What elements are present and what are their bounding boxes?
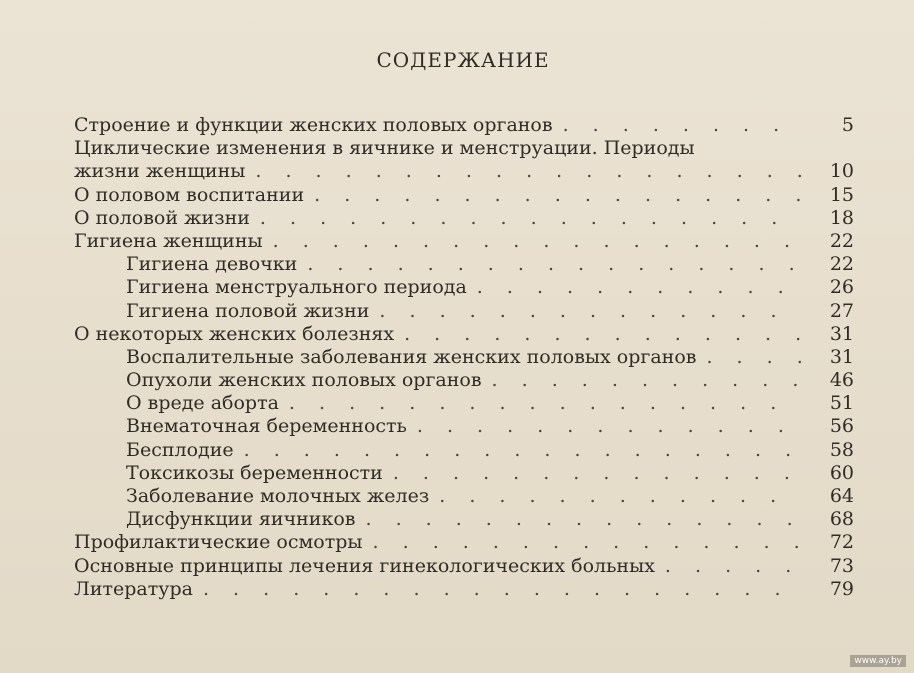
toc-entry — [74, 160, 854, 183]
toc-entry — [74, 462, 854, 485]
toc-entry-title: О некоторых женских болезнях — [74, 322, 395, 345]
toc-entry-page-number: 22 — [829, 253, 854, 276]
toc-entry — [74, 439, 854, 462]
toc-entry — [74, 508, 854, 531]
page-title: СОДЕРЖАНИЕ — [376, 48, 550, 72]
toc-entry — [74, 323, 854, 346]
toc-entry — [74, 485, 854, 508]
toc-entry-page-number: 18 — [829, 206, 854, 229]
dot-leader — [379, 300, 802, 323]
dot-leader — [365, 508, 802, 531]
dot-leader — [289, 392, 802, 415]
toc-entry-title: Строение и функции женских половых органов — [74, 114, 553, 136]
toc-entry-page-number: 72 — [829, 531, 854, 554]
dot-leader — [665, 555, 802, 578]
toc-entry-page-number: 60 — [829, 461, 854, 484]
dot-leader — [563, 114, 802, 137]
dot-leader — [307, 253, 802, 276]
toc-entry-title: Бесплодие — [126, 438, 234, 461]
toc-entry-page-number: 51 — [829, 392, 854, 415]
dot-leader — [244, 439, 802, 462]
toc-entry — [74, 207, 854, 230]
toc-entry-page-number: 79 — [829, 577, 854, 600]
toc-entry-title: Гигиена менструального периода — [126, 276, 467, 299]
toc-entry-title: Токсикозы беременности — [126, 461, 383, 484]
toc-entry-page-number: 27 — [829, 299, 854, 322]
toc-entry-page-number: 58 — [829, 438, 854, 461]
toc-entry-title: Внематочная беременность — [126, 415, 407, 438]
dot-leader — [203, 578, 802, 601]
dot-leader — [373, 531, 802, 554]
toc-entry-title: Профилактические осмотры — [74, 531, 363, 554]
watermark: www.ay.by — [850, 655, 906, 667]
dot-leader — [260, 207, 802, 230]
toc-entry — [74, 276, 854, 299]
toc-entry — [74, 555, 854, 578]
dot-leader — [255, 160, 802, 183]
toc-entry — [74, 230, 854, 253]
toc-entry — [74, 392, 854, 415]
toc-entry-title: Опухоли женских половых органов — [126, 369, 482, 392]
toc-entry — [74, 114, 854, 137]
toc-entry-page-number: 15 — [829, 183, 854, 206]
toc-entry — [74, 531, 854, 554]
toc-entry-title: Основные принципы лечения гинекологических больных — [74, 554, 655, 577]
toc-entry — [74, 346, 854, 369]
toc-entry-title: Гигиена женщины — [74, 229, 263, 252]
dot-leader — [477, 276, 802, 299]
toc-entry-page-number: 22 — [829, 229, 854, 252]
toc-entry-page-number: 31 — [829, 322, 854, 345]
toc-entry-page-number: 68 — [829, 508, 854, 531]
dot-leader — [492, 369, 802, 392]
toc-entry-title: Гигиена девочки — [126, 253, 298, 276]
toc-entry — [74, 300, 854, 323]
toc-entry-page-number: 64 — [829, 485, 854, 507]
dot-leader — [404, 323, 802, 346]
toc-entry-title: Заболевание молочных желез — [126, 485, 430, 507]
toc-entry — [74, 578, 854, 601]
toc-entry — [74, 253, 854, 276]
toc-entry-page-number: 46 — [829, 369, 854, 392]
toc-entry-title: Дисфункции яичников — [126, 508, 356, 531]
toc-entry — [74, 184, 854, 207]
dot-leader — [706, 346, 802, 369]
toc-entry-title: Гигиена половой жизни — [126, 299, 370, 322]
dot-leader — [273, 230, 802, 253]
toc-entry-title: О половой жизни — [74, 206, 250, 229]
dot-leader — [417, 415, 802, 438]
toc-entry-title: О вреде аборта — [126, 392, 279, 415]
toc-entry-page-number: 5 — [841, 114, 854, 136]
toc-entry-title: жизни женщины — [74, 160, 246, 183]
toc-entry-title-line: Циклические изменения в яичнике и менструации. Периоды — [74, 137, 695, 160]
toc-entry-page-number: 10 — [829, 160, 854, 183]
toc-entry — [74, 369, 854, 392]
toc-entry-page-number: 56 — [829, 415, 854, 438]
dot-leader — [439, 485, 802, 508]
toc-entry — [74, 415, 854, 438]
toc-entry-page-number: 73 — [829, 554, 854, 577]
dot-leader — [393, 462, 802, 485]
toc-entry-title: Литература — [74, 577, 193, 600]
toc-entry-page-number: 31 — [829, 345, 854, 368]
dot-leader — [314, 184, 802, 207]
table-of-contents — [74, 114, 854, 601]
toc-entry-title: Воспалительные заболевания женских половых органов — [126, 345, 697, 368]
toc-entry-title: О половом воспитании — [74, 183, 305, 206]
toc-entry-page-number: 26 — [829, 276, 854, 299]
